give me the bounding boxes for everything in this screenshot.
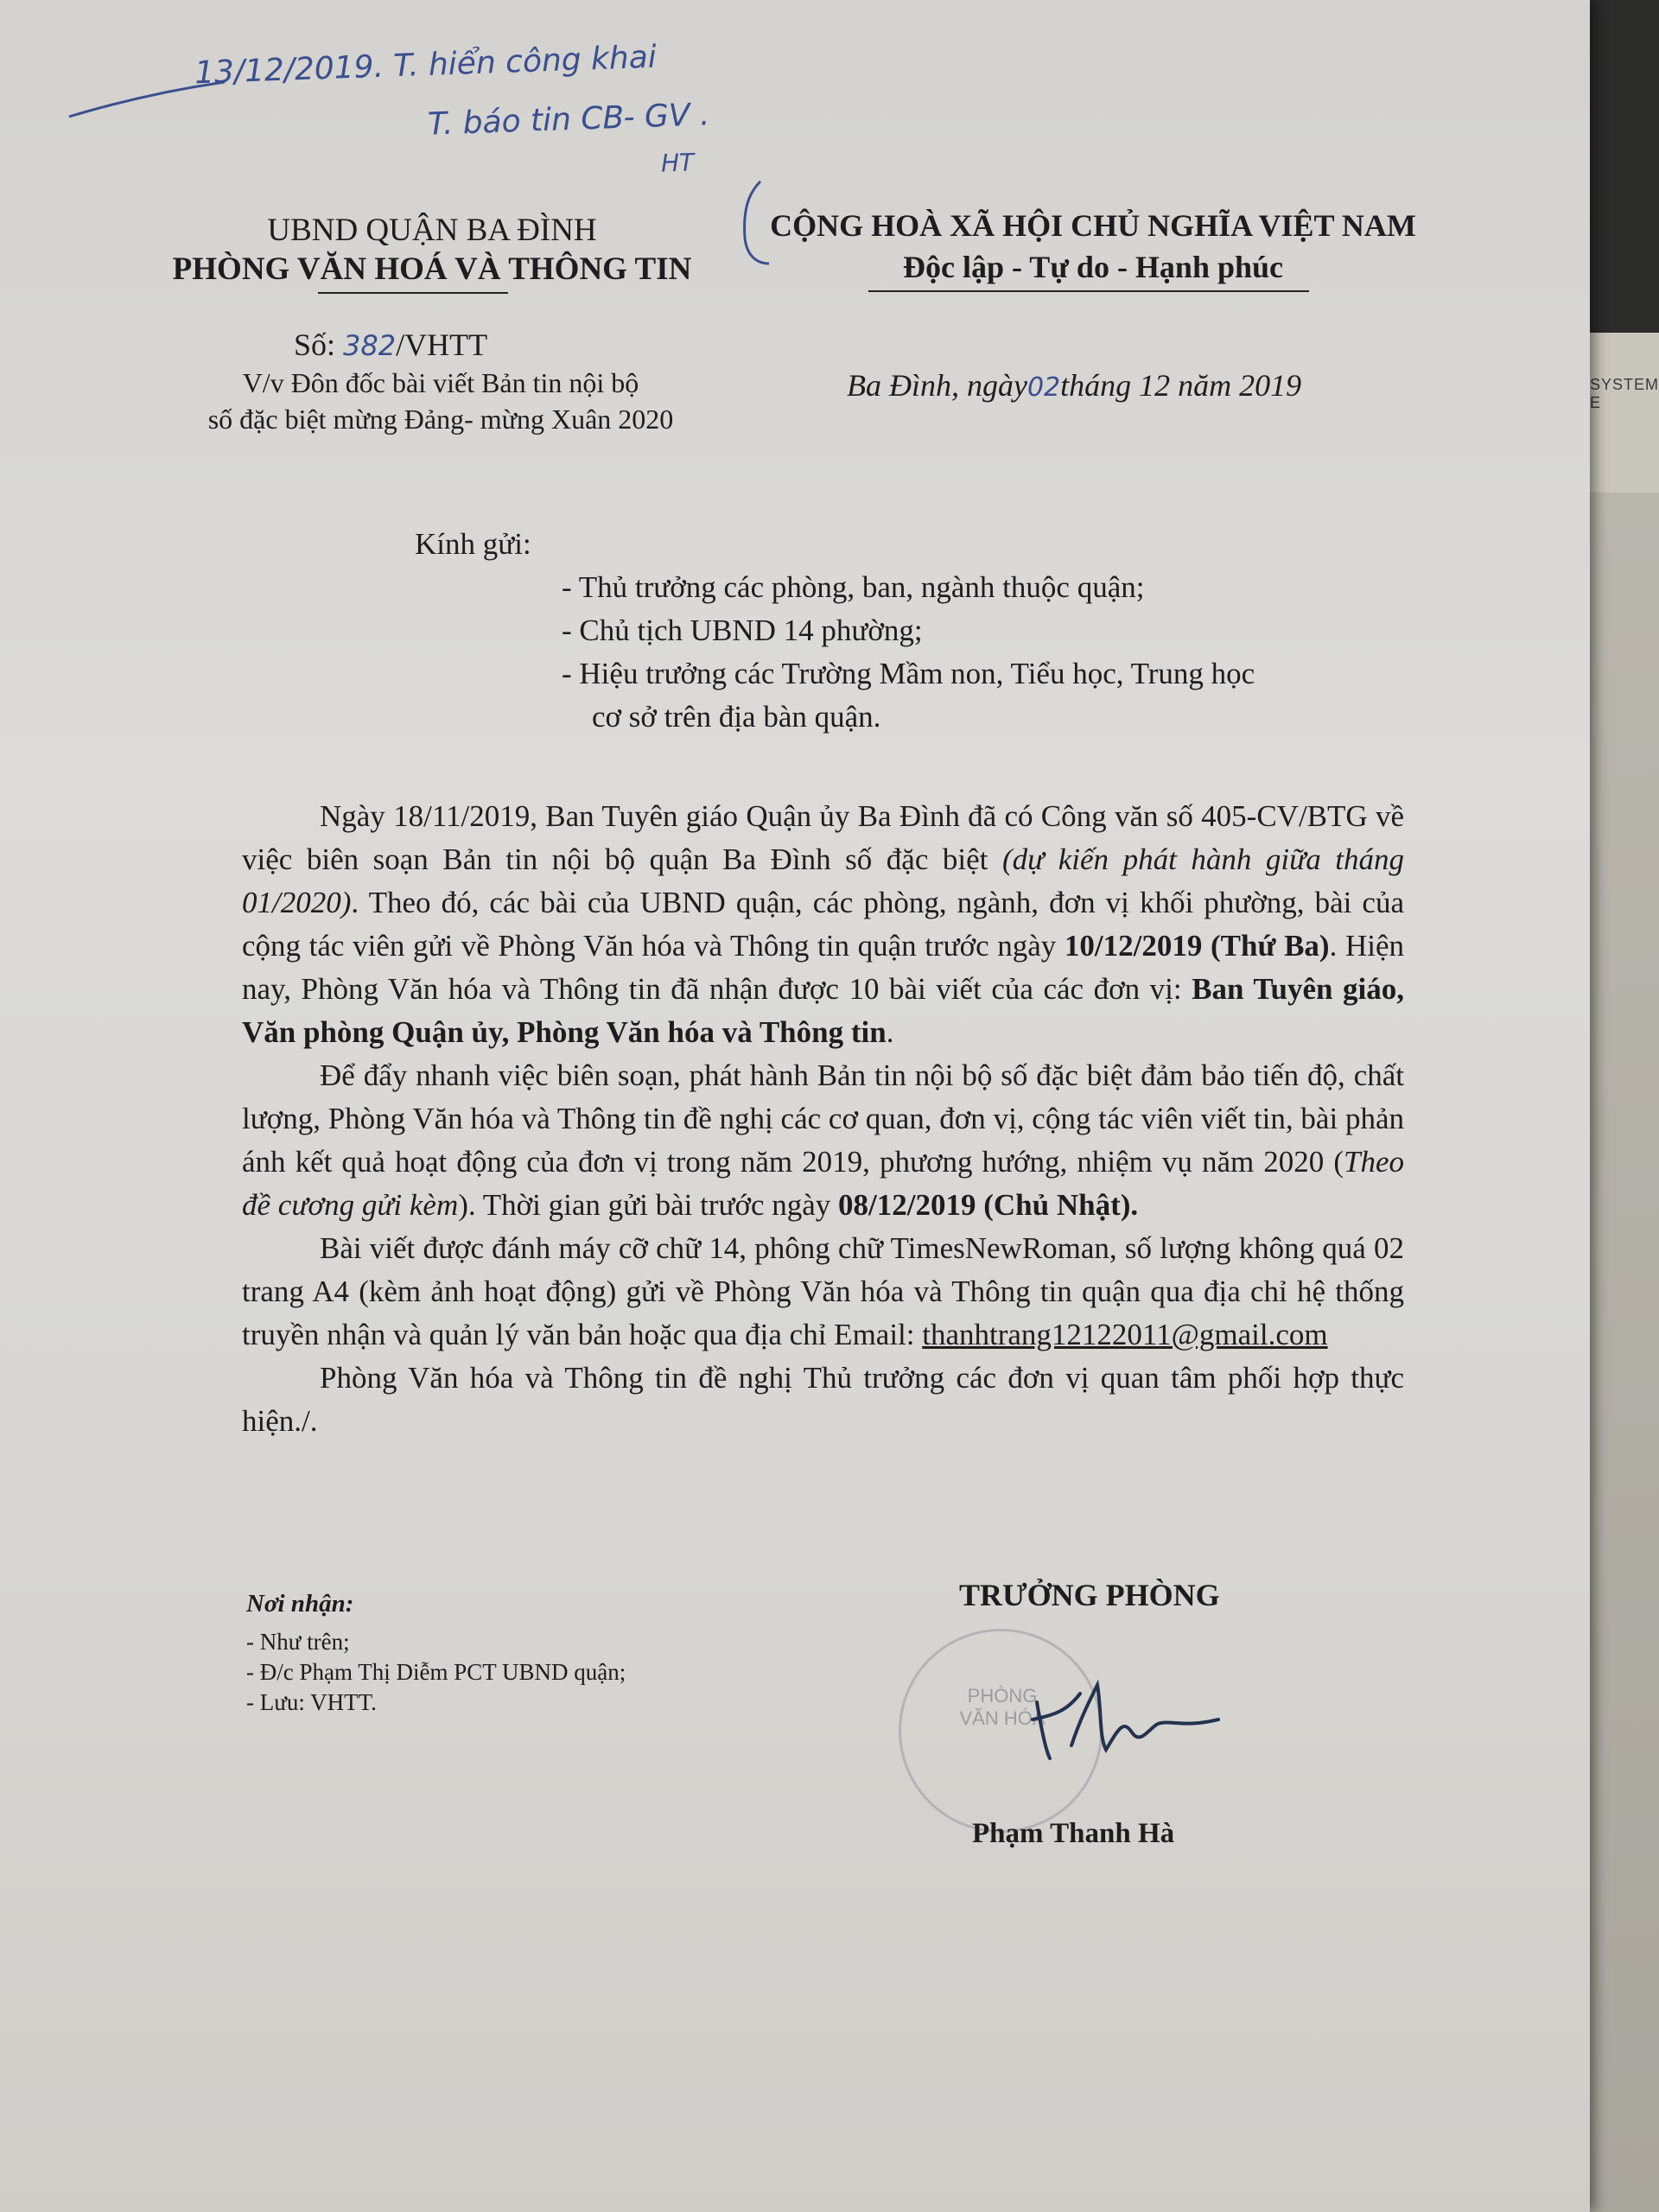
issuer-name-line1: UBND QUẬN BA ĐÌNH [267, 213, 597, 248]
stamp-text: PHÒNG VĂN HÓA [959, 1685, 1046, 1729]
issuer-underline [318, 292, 508, 294]
underlying-sheet-label: SYSTEM E [1590, 376, 1659, 411]
signer-title: TRƯỞNG PHÒNG [959, 1578, 1220, 1612]
handwritten-stroke [60, 78, 233, 130]
p2-text: Để đẩy nhanh việc biên soạn, phát hành Bản tin nội bộ số đặc biệt đảm bảo tiến độ, chất lượng, Phòng Văn hóa và Thông tin đề nghị các cơ quan, đơn vị, cộng tác viên viết tin, bài phản ánh kết quả hoạt động của đơn vị trong năm 2019, phương hướng, nhiệm vụ năm 2020 ( [242, 1058, 1404, 1179]
p1-bold-units: Ban Tuyên giáo, Văn phòng Quận ủy, Phòng Văn hóa và Thông tin [242, 972, 1405, 1049]
p2-italic: Theo đề cương gửi kèm [242, 1145, 1404, 1222]
subject-line2: số đặc biệt mừng Đảng- mừng Xuân 2020 [207, 404, 674, 435]
handwritten-note-line2: T. báo tin CB- GV . [427, 97, 711, 143]
paragraph-2 [242, 1054, 1404, 1227]
document-number-label: Số: [294, 327, 336, 362]
document-number [294, 327, 487, 363]
p1-text: . [886, 1015, 894, 1049]
recipients-list-item: - Đ/c Phạm Thị Diễm PCT UBND quận; [246, 1659, 626, 1685]
paragraph-3 [242, 1227, 1404, 1357]
document-date [847, 367, 1301, 404]
date-day-handwritten: 02 [1027, 372, 1061, 403]
handwritten-note-initials: HT [660, 148, 695, 178]
recipients-list-item: - Như trên; [246, 1629, 350, 1655]
issuer-name-line2: PHÒNG VĂN HOÁ VÀ THÔNG TIN [172, 251, 692, 287]
p4-text: Phòng Văn hóa và Thông tin đề nghị Thủ trưởng các đơn vị quan tâm phối hợp thực hiện./. [242, 1361, 1404, 1438]
p3-text: Bài viết được đánh máy cỡ chữ 14, phông chữ TimesNewRoman, số lượng không quá 02 trang A4 (kèm ảnh hoạt động) gửi về Phòng Văn hóa và Thông tin quận qua địa chỉ hệ thống truyền nhận và quản lý văn bản hoặc qua địa chỉ Email: [242, 1231, 1404, 1351]
p1-italic: (dự kiến phát hành giữa tháng 01/2020) [242, 842, 1404, 919]
email-link[interactable]: thanhtrang12122011@gmail.com [922, 1318, 1328, 1351]
p1-text: . Hiện nay, Phòng Văn hóa và Thông tin đã nhận được 10 bài viết của các đơn vị: [242, 929, 1405, 1006]
subject-line1: V/v Đôn đốc bài viết Bản tin nội bộ [242, 367, 639, 398]
recipients-list-item: - Lưu: VHTT. [246, 1689, 377, 1715]
p1-text: Ngày 18/11/2019, Ban Tuyên giáo Quận ủy Ba Đình đã có Công văn số 405-CV/BTG về việc biên soạn Bản tin nội bộ quận Ba Đình số đặc biệt [242, 799, 1404, 876]
document-number-handwritten: 382 [343, 329, 397, 362]
national-title: CỘNG HOÀ XÃ HỘI CHỦ NGHĨA VIỆT NAM [770, 208, 1416, 243]
motto-underline [868, 290, 1309, 292]
document-number-suffix: /VHTT [396, 327, 488, 362]
body-text [242, 795, 1404, 1443]
greeting: Kính gửi: [415, 527, 531, 561]
recipient-item: - Thủ trưởng các phòng, ban, ngành thuộc quận; [562, 570, 1145, 604]
p2-bold-date: 08/12/2019 (Chủ Nhật). [838, 1188, 1139, 1222]
handwritten-note-line1: 13/12/2019. T. hiển công khai [194, 39, 658, 92]
paragraph-1 [242, 795, 1404, 1054]
date-suffix: tháng 12 năm 2019 [1060, 368, 1302, 403]
national-motto: Độc lập - Tự do - Hạnh phúc [902, 250, 1284, 284]
recipient-item: - Hiệu trưởng các Trường Mầm non, Tiểu học, Trung học [562, 657, 1255, 690]
date-prefix: Ba Đình, ngày [847, 368, 1027, 403]
p2-text: ). Thời gian gửi bài trước ngày [458, 1188, 839, 1222]
recipient-item: cơ sở trên địa bàn quận. [592, 700, 881, 734]
p1-text: . Theo đó, các bài của UBND quận, các phòng, ngành, đơn vị khối phường, bài của cộng tác viên gửi về Phòng Văn hóa và Thông tin quận trước ngày [242, 886, 1404, 963]
p1-bold-date: 10/12/2019 (Thứ Ba) [1064, 929, 1330, 963]
paragraph-4 [242, 1357, 1404, 1443]
recipient-item: - Chủ tịch UBND 14 phường; [562, 613, 923, 647]
recipients-list-title: Nơi nhận: [246, 1590, 354, 1618]
signer-name: Phạm Thanh Hà [972, 1818, 1175, 1849]
signature-icon [1020, 1668, 1227, 1771]
